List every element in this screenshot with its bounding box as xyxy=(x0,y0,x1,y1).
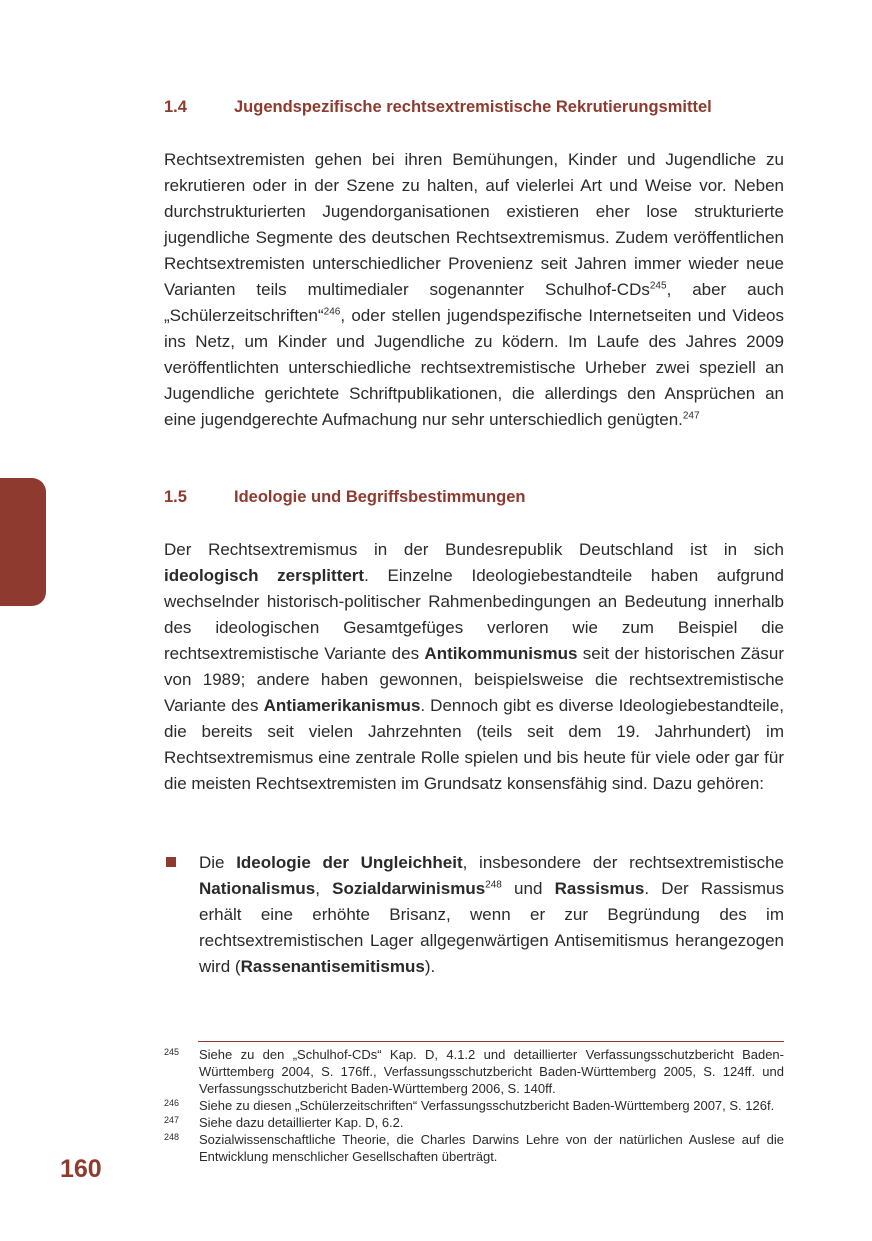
square-bullet-icon xyxy=(166,857,176,867)
text-run: Die xyxy=(199,853,237,872)
text-run: . Der Rassismus erhält eine erhöhte Brisanz, wenn er zur Begründung des im rechtsextremistischen Lager allgegenwärtigen Antisemitismus herangezogen wird ( xyxy=(199,879,785,976)
bold-term: Rassenantisemitismus xyxy=(240,957,425,976)
bullet-text xyxy=(199,850,784,980)
bold-term: Ideologie der Ungleichheit xyxy=(236,853,463,872)
footnote-divider xyxy=(198,1041,784,1042)
footnote-ref-247[interactable]: 247 xyxy=(682,410,700,422)
text-run: Der Rechtsextremismus in der Bundesrepublik Deutschland ist in sich xyxy=(164,540,784,559)
bold-term: Antiamerikanismus xyxy=(263,696,421,715)
bold-term: Antikommunismus xyxy=(424,644,578,663)
text-run: und xyxy=(501,879,555,898)
footnote xyxy=(164,1046,784,1097)
footnotes xyxy=(164,1046,784,1165)
footnote-text: Sozialwissenschaftliche Theorie, die Charles Darwins Lehre von der natürlichen Auslese auf die Entwicklung menschlicher Gesellschaften überträgt. xyxy=(199,1132,784,1164)
section-number: 1.4 xyxy=(164,98,187,116)
text-run: Rechtsextremisten gehen bei ihren Bemühungen, Kinder und Jugendliche zu rekrutieren oder in der Szene zu halten, auf vielerlei Art und Weise vor. Neben durchstrukturierten Jugendorganisationen existieren eher lose strukturierte jugendliche Segmente des deutschen Rechtsextremismus. Zudem veröffentlichen Rechtsextremisten unterschiedlicher Provenienz seit Jahren immer wieder neue Varianten teils multimedialer sogenannter Schulhof-CDs xyxy=(164,150,784,299)
page-number: 160 xyxy=(60,1155,102,1183)
section-heading-1-5 xyxy=(164,488,784,507)
footnote xyxy=(164,1114,784,1131)
bold-term: ideologisch zersplittert xyxy=(164,566,365,585)
chapter-side-tab xyxy=(0,478,46,606)
footnote-text: Siehe dazu detaillierter Kap. D, 6.2. xyxy=(199,1115,404,1130)
text-run: , oder stellen jugendspezifische Internetseiten und Videos ins Netz, um Kinder und Jugendliche zu ködern. Im Laufe des Jahres 2009 veröffentlichten unterschiedliche rechtsextremistische Urheber zwei speziell an Jugendliche gerichtete Schriftpublikationen, die allerdings den Ansprüchen an eine jugendgerechte Aufmachung nur sehr unterschiedlich genügten. xyxy=(164,306,784,429)
paragraph-recruitment xyxy=(164,147,784,433)
text-run: , xyxy=(315,879,333,898)
footnote-number: 245 xyxy=(164,1047,180,1057)
text-run: seit der historischen Zäsur von 1989; andere haben gewonnen, beispielsweise die rechtsextremistische Variante des xyxy=(164,644,784,715)
footnote-number: 246 xyxy=(164,1098,180,1108)
footnote-ref-245[interactable]: 245 xyxy=(649,280,667,292)
section-heading-1-4 xyxy=(164,98,784,117)
bold-term: Rassismus xyxy=(554,879,645,898)
footnote-text: Siehe zu diesen „Schülerzeitschriften“ Verfassungsschutzbericht Baden-Württemberg 2007, S. 126f. xyxy=(199,1098,775,1113)
text-run: , aber auch „Schülerzeitschriften“ xyxy=(164,280,784,325)
footnote-text: Siehe zu den „Schulhof-CDs“ Kap. D, 4.1.2 und detaillierter Verfassungsschutzbericht Baden-Württemberg 2004, S. 176ff., Verfassungsschutzbericht Baden-Württemberg 2005, S. 124ff. und Verfassungsschutzbericht Baden-Württemberg 2006, S. 140ff. xyxy=(199,1047,784,1096)
section-title: Ideologie und Begriffsbestimmungen xyxy=(234,488,526,506)
text-run: . Dennoch gibt es diverse Ideologiebestandteile, die bereits seit vielen Jahrzehnten (teils seit dem 19. Jahrhundert) im Rechtsextremismus eine zentrale Rolle spielen und bis heute für viele oder gar für die meisten Rechtsextremisten im Grundsatz konsensfähig sind. Dazu gehören: xyxy=(164,696,784,793)
bold-term: Nationalismus xyxy=(199,879,316,898)
footnote-number: 247 xyxy=(164,1115,180,1125)
paragraph-ideology xyxy=(164,537,784,797)
footnote xyxy=(164,1131,784,1165)
section-title: Jugendspezifische rechtsextremistische Rekrutierungsmittel xyxy=(234,98,712,116)
footnote-number: 248 xyxy=(164,1132,180,1142)
footnote-ref-248[interactable]: 248 xyxy=(485,879,502,891)
text-run: , insbesondere der rechtsextremistische xyxy=(462,853,785,872)
bold-term: Sozialdarwinismus xyxy=(332,879,486,898)
text-run: ). xyxy=(424,957,436,976)
bullet-item xyxy=(164,850,784,980)
text-run: . Einzelne Ideologiebestandteile haben aufgrund wechselnder historisch-politischer Rahmenbedingungen an Bedeutung innerhalb des ideologischen Gesamtgefüges verloren wie zum Beispiel die rechtsextremistische Variante des xyxy=(164,566,784,663)
section-number: 1.5 xyxy=(164,488,187,506)
footnote xyxy=(164,1097,784,1114)
footnote-ref-246[interactable]: 246 xyxy=(323,306,341,318)
